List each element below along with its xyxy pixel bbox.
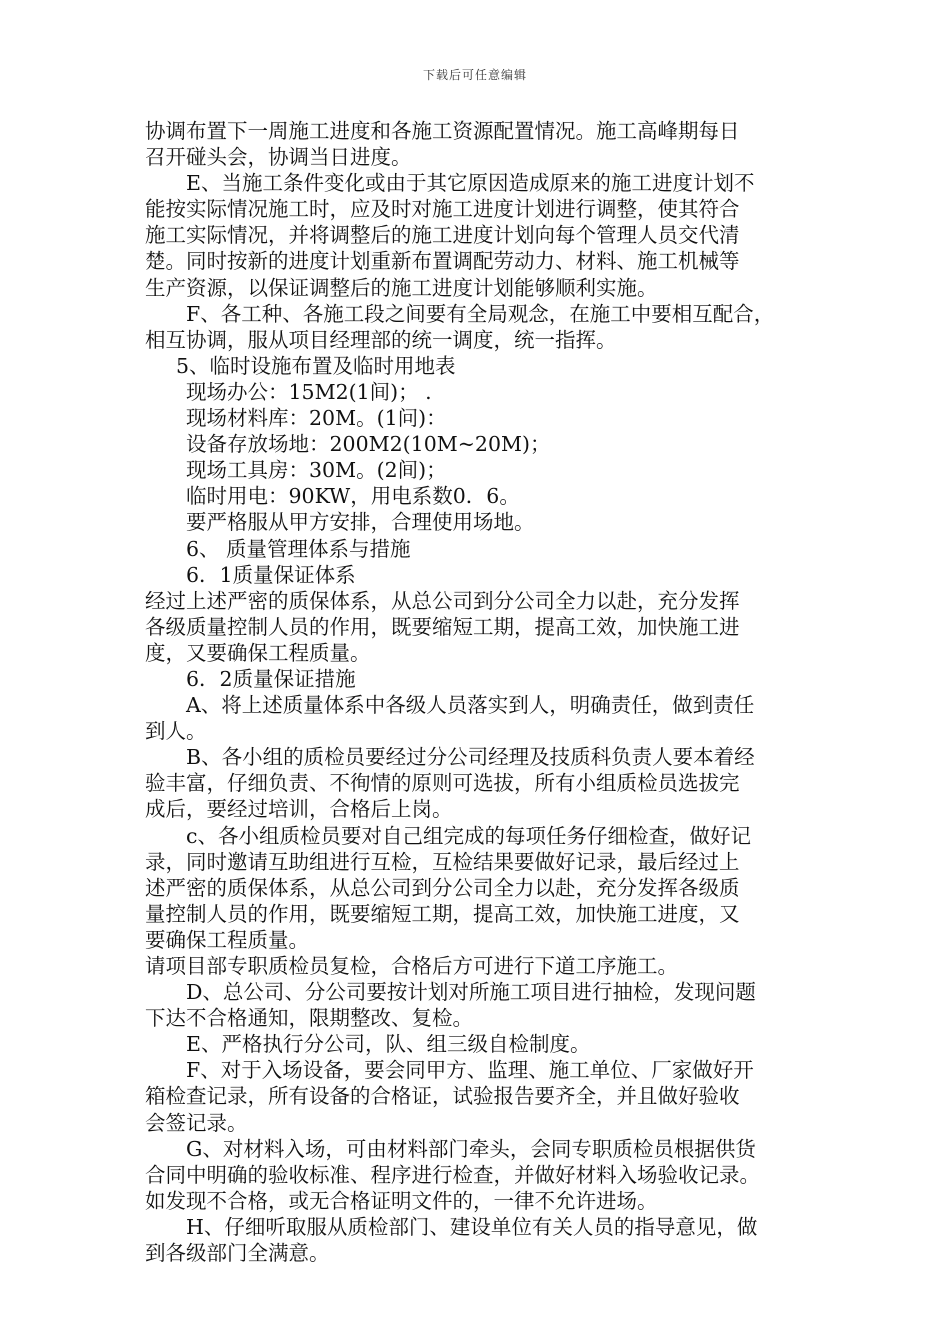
document-body	[145, 118, 813, 1266]
text-line: 6．2质量保证措施	[186, 666, 356, 691]
text-line: 相互协调，服从项目经理部的统一调度，统一指挥。	[145, 327, 617, 352]
text-line: 验丰富，仔细负责、不徇情的原则可选拔，所有小组质检员选拔完	[145, 771, 740, 796]
text-line: 到人。	[145, 719, 207, 744]
text-line: 量控制人员的作用，既要缩短工期，提高工效，加快施工进度，又	[145, 901, 740, 926]
text-line: H、仔细听取服从质检部门、建设单位有关人员的指导意见，做	[186, 1214, 758, 1239]
text-line: 施工实际情况，并将调整后的施工进度计划向每个管理人员交代清	[145, 223, 740, 248]
text-line: 临时用电：90KW，用电系数0．6。	[186, 484, 520, 509]
text-line: B、各小组的质检员要经过分公司经理及技质科负责人要本着经	[186, 745, 755, 770]
text-line: 箱检查记录，所有设备的合格证，试验报告要齐全，并且做好验收	[145, 1084, 740, 1109]
text-line: 到各级部门全满意。	[145, 1241, 330, 1266]
text-line: 6、 质量管理体系与措施	[186, 536, 411, 561]
text-line: 各级质量控制人员的作用，既要缩短工期，提高工效，加快施工进	[145, 614, 740, 639]
text-line: 召开碰头会，协调当日进度。	[145, 145, 412, 170]
text-line: E、当施工条件变化或由于其它原因造成原来的施工进度计划不	[186, 171, 755, 196]
text-line: 成后，要经过培训，合格后上岗。	[145, 797, 453, 822]
text-line: D、总公司、分公司要按计划对所施工项目进行抽检，发现问题	[186, 980, 756, 1005]
text-line: 能按实际情况施工时，应及时对施工进度计划进行调整，使其符合	[145, 197, 740, 222]
text-line: 会签记录。	[145, 1110, 248, 1135]
text-line: 下达不合格通知，限期整改、复检。	[145, 1006, 473, 1031]
text-line: 度，又要确保工程质量。	[145, 640, 371, 665]
text-line: c、各小组质检员要对自己组完成的每项任务仔细检查，做好记	[186, 823, 751, 848]
text-line: 合同中明确的验收标准、程序进行检查，并做好材料入场验收记录。	[145, 1162, 760, 1187]
text-line: 经过上述严密的质保体系，从总公司到分公司全力以赴，充分发挥	[145, 588, 740, 613]
text-line: 设备存放场地：200M2(10M~20M)；	[186, 432, 551, 457]
text-line: 述严密的质保体系，从总公司到分公司全力以赴，充分发挥各级质	[145, 875, 740, 900]
text-line: A、将上述质量体系中各级人员落实到人，明确责任，做到责任	[186, 693, 755, 718]
page-header-note: 下载后可任意编辑	[422, 68, 527, 82]
text-line: 5、临时设施布置及临时用地表	[176, 353, 456, 378]
text-line: F、对于入场设备，要会同甲方、监理、施工单位、厂家做好开	[186, 1058, 754, 1083]
text-line: 要严格服从甲方安排，合理使用场地。	[186, 510, 535, 535]
text-line: 楚。同时按新的进度计划重新布置调配劳动力、材料、施工机械等	[145, 249, 740, 274]
text-line: 录，同时邀请互助组进行互检，互检结果要做好记录，最后经过上	[145, 849, 740, 874]
text-line: 请项目部专职质检员复检，合格后方可进行下道工序施工。	[145, 954, 678, 978]
text-line: 现场办公：15M2(1间)； .	[186, 379, 432, 404]
text-line: 现场工具房：30M。(2间)；	[186, 458, 447, 483]
text-line: E、严格执行分公司，队、组三级自检制度。	[186, 1032, 591, 1057]
text-line: 协调布置下一周施工进度和各施工资源配置情况。施工高峰期每日	[145, 119, 740, 143]
text-line: 要确保工程质量。	[145, 927, 309, 952]
text-line: 6．1质量保证体系	[186, 562, 356, 587]
text-line: G、对材料入场，可由材料部门牵头，会同专职质检员根据供货	[186, 1136, 756, 1161]
text-line: 现场材料库：20M。(1问)：	[186, 406, 447, 431]
text-line: F、各工种、各施工段之间要有全局观念，在施工中要相互配合，	[186, 301, 775, 326]
text-line: 如发现不合格，或无合格证明文件的，一律不允许进场。	[145, 1188, 658, 1213]
text-line: 生产资源，以保证调整后的施工进度计划能够顺利实施。	[145, 275, 658, 300]
